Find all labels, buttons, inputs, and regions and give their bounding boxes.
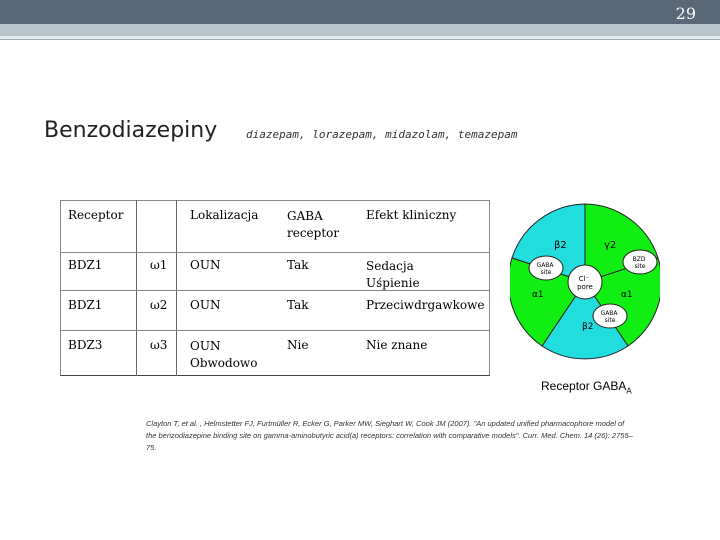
cell-receptor: BDZ3 xyxy=(68,338,103,352)
diagram-caption-main: Receptor GABA xyxy=(541,379,627,393)
label-gaba-site-right-line1: GABA xyxy=(600,310,618,317)
cell-effect xyxy=(358,252,490,292)
label-bzd-site xyxy=(633,256,648,270)
header-bar-accent xyxy=(0,24,720,36)
label-gamma2: γ2 xyxy=(604,240,617,251)
receptor-table xyxy=(60,200,490,378)
header-bar xyxy=(0,0,720,24)
cell-receptor: BDZ1 xyxy=(68,298,103,312)
cell-gaba: Tak xyxy=(287,258,309,272)
label-beta2-bottom: β2 xyxy=(582,322,594,332)
header-gaba-receptor xyxy=(279,200,358,252)
table-row xyxy=(60,332,490,378)
label-cl-pore xyxy=(577,275,593,291)
header-subtype xyxy=(142,200,182,252)
table-header-row xyxy=(60,200,490,252)
cell-subtype: ω2 xyxy=(150,298,168,312)
header-receptor: Receptor xyxy=(68,208,124,222)
cell-gaba: Tak xyxy=(287,298,309,312)
cell-effect: Nie znane xyxy=(366,338,428,352)
cell-effect: Przeciwdrgawkowe xyxy=(366,298,485,312)
table-row xyxy=(60,292,490,332)
label-gaba-site-left-line1: GABA xyxy=(536,262,554,269)
slide-title: Benzodiazepiny xyxy=(44,118,218,143)
label-bzd-site-line2: site xyxy=(634,263,646,270)
cell-subtype: ω1 xyxy=(150,258,168,272)
cell-localization xyxy=(182,332,279,378)
label-alpha1-right: α1 xyxy=(621,290,633,300)
header-divider xyxy=(0,39,720,40)
label-gaba-site-left-line2: site xyxy=(540,269,552,276)
cell-localization-text: OUN Obwodowo xyxy=(190,339,258,370)
page-number: 29 xyxy=(675,4,696,23)
label-bzd-site-line1: BZD xyxy=(632,256,646,263)
cell-localization: OUN xyxy=(190,298,221,312)
cell-localization: OUN xyxy=(190,258,221,272)
header-localization: Lokalizacja xyxy=(190,208,259,222)
label-beta2-top: β2 xyxy=(554,240,567,251)
header-gaba-receptor-text: GABA receptor xyxy=(287,209,340,240)
diagram-caption xyxy=(541,379,632,395)
slide-subtitle: diazepam, lorazepam, midazolam, temazepam xyxy=(246,128,518,141)
cell-gaba: Nie xyxy=(287,338,309,352)
cell-receptor: BDZ1 xyxy=(68,258,103,272)
label-alpha1-left: α1 xyxy=(532,290,544,300)
cell-effect-text: Sedacja Uśpienie xyxy=(366,259,420,290)
cell-subtype: ω3 xyxy=(150,338,168,352)
label-cl-pore-line2: pore xyxy=(577,283,593,291)
label-gaba-site-right-line2: site xyxy=(604,317,616,324)
gaba-receptor-diagram xyxy=(510,196,660,366)
table-row xyxy=(60,252,490,292)
label-cl-pore-line1: Cl⁻ xyxy=(578,275,590,283)
diagram-caption-subscript: A xyxy=(626,386,632,396)
citation: Clayton T, et al. , Helmstetter FJ, Furtmüller R, Ecker G, Parker MW, Sieghart W, Cook JM (2007). "An updated unified pharmacophore model of the benzodiazepine binding site on gamma-aminobutyric acid(a) receptors: correlation with comparative models". Curr. Med. Chem. 14 (26): 2755–75. xyxy=(146,419,633,452)
header-clinical-effect: Efekt kliniczny xyxy=(366,208,457,222)
